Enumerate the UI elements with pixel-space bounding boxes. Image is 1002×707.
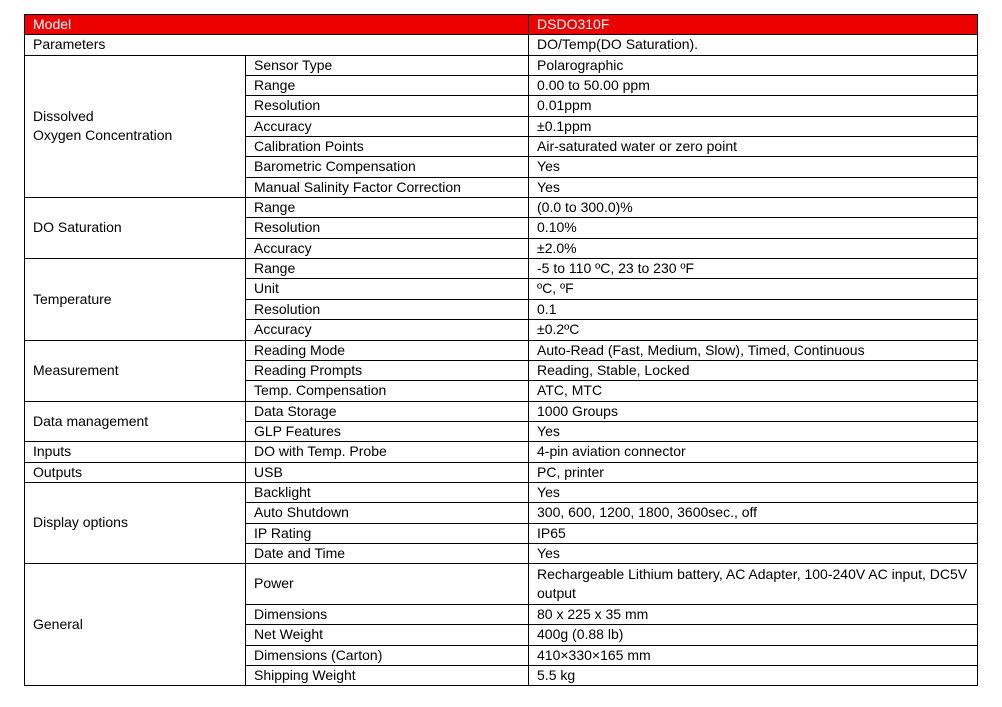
spec-row	[25, 564, 978, 605]
param-value: ±0.1ppm	[529, 116, 978, 136]
param-label: Dimensions (Carton)	[246, 645, 529, 665]
group-name-cell: Temperature	[25, 259, 246, 340]
param-label: Temp. Compensation	[246, 381, 529, 401]
parameters-value: DO/Temp(DO Saturation).	[529, 35, 978, 55]
group-name-cell	[25, 55, 246, 197]
param-label: Reading Mode	[246, 340, 529, 360]
param-value: Yes	[529, 421, 978, 441]
param-value: Yes	[529, 482, 978, 502]
param-value: -5 to 110 ºC, 23 to 230 ºF	[529, 259, 978, 279]
group-name-cell: Measurement	[25, 340, 246, 401]
param-label: Accuracy	[246, 320, 529, 340]
param-label: Accuracy	[246, 116, 529, 136]
param-label: Range	[246, 259, 529, 279]
parameters-row	[25, 35, 978, 55]
param-label: Range	[246, 198, 529, 218]
param-label: USB	[246, 462, 529, 482]
param-value: 0.00 to 50.00 ppm	[529, 76, 978, 96]
param-label: Reading Prompts	[246, 360, 529, 380]
param-label: Auto Shutdown	[246, 503, 529, 523]
spec-row	[25, 198, 978, 218]
param-label: IP Rating	[246, 523, 529, 543]
param-value: ±2.0%	[529, 238, 978, 258]
param-value: Yes	[529, 177, 978, 197]
group-name-cell: Outputs	[25, 462, 246, 482]
group-name-cell: Inputs	[25, 442, 246, 462]
param-label: Range	[246, 76, 529, 96]
param-value: (0.0 to 300.0)%	[529, 198, 978, 218]
param-value: 80 x 225 x 35 mm	[529, 604, 978, 624]
param-value: 410×330×165 mm	[529, 645, 978, 665]
spec-row	[25, 340, 978, 360]
param-value: 300, 600, 1200, 1800, 3600sec., off	[529, 503, 978, 523]
param-value: Auto-Read (Fast, Medium, Slow), Timed, Continuous	[529, 340, 978, 360]
param-label: Power	[246, 564, 529, 605]
spec-row	[25, 482, 978, 502]
param-value: Yes	[529, 157, 978, 177]
param-value: Yes	[529, 543, 978, 563]
model-value: DSDO310F	[529, 15, 978, 35]
param-label: Shipping Weight	[246, 666, 529, 686]
param-value: Air-saturated water or zero point	[529, 137, 978, 157]
model-label: Model	[25, 15, 529, 35]
spec-row	[25, 462, 978, 482]
param-value: 0.01ppm	[529, 96, 978, 116]
param-label: Resolution	[246, 218, 529, 238]
param-label: Sensor Type	[246, 55, 529, 75]
param-value: ATC, MTC	[529, 381, 978, 401]
param-label: GLP Features	[246, 421, 529, 441]
param-label: Resolution	[246, 96, 529, 116]
spec-row	[25, 442, 978, 462]
param-label: Dimensions	[246, 604, 529, 624]
param-value: Polarographic	[529, 55, 978, 75]
header-row	[25, 15, 978, 35]
group-name-cell: Data management	[25, 401, 246, 442]
param-value: 0.10%	[529, 218, 978, 238]
param-label: DO with Temp. Probe	[246, 442, 529, 462]
param-label: Data Storage	[246, 401, 529, 421]
param-value: PC, printer	[529, 462, 978, 482]
group-name-line: Dissolved	[33, 108, 94, 125]
param-value: 4-pin aviation connector	[529, 442, 978, 462]
param-value: 1000 Groups	[529, 401, 978, 421]
spec-row	[25, 259, 978, 279]
param-label: Date and Time	[246, 543, 529, 563]
param-label: Net Weight	[246, 625, 529, 645]
group-name-cell: DO Saturation	[25, 198, 246, 259]
group-name-cell: General	[25, 564, 246, 686]
param-label: Accuracy	[246, 238, 529, 258]
spec-row	[25, 55, 978, 75]
param-label: Calibration Points	[246, 137, 529, 157]
param-label: Barometric Compensation	[246, 157, 529, 177]
param-value: Rechargeable Lithium battery, AC Adapter, 100-240V AC input, DC5V output	[529, 564, 978, 605]
param-value: 5.5 kg	[529, 666, 978, 686]
spec-row	[25, 401, 978, 421]
parameters-label: Parameters	[25, 35, 529, 55]
spec-table-body	[25, 15, 978, 686]
group-name-cell: Display options	[25, 482, 246, 563]
param-label: Resolution	[246, 299, 529, 319]
param-value: IP65	[529, 523, 978, 543]
spec-table	[24, 14, 978, 686]
param-value: ±0.2ºC	[529, 320, 978, 340]
param-value: 400g (0.88 lb)	[529, 625, 978, 645]
param-label: Backlight	[246, 482, 529, 502]
param-label: Manual Salinity Factor Correction	[246, 177, 529, 197]
group-name-line: Oxygen Concentration	[33, 127, 173, 144]
param-label: Unit	[246, 279, 529, 299]
param-value: Reading, Stable, Locked	[529, 360, 978, 380]
param-value: ºC, ºF	[529, 279, 978, 299]
param-value: 0.1	[529, 299, 978, 319]
